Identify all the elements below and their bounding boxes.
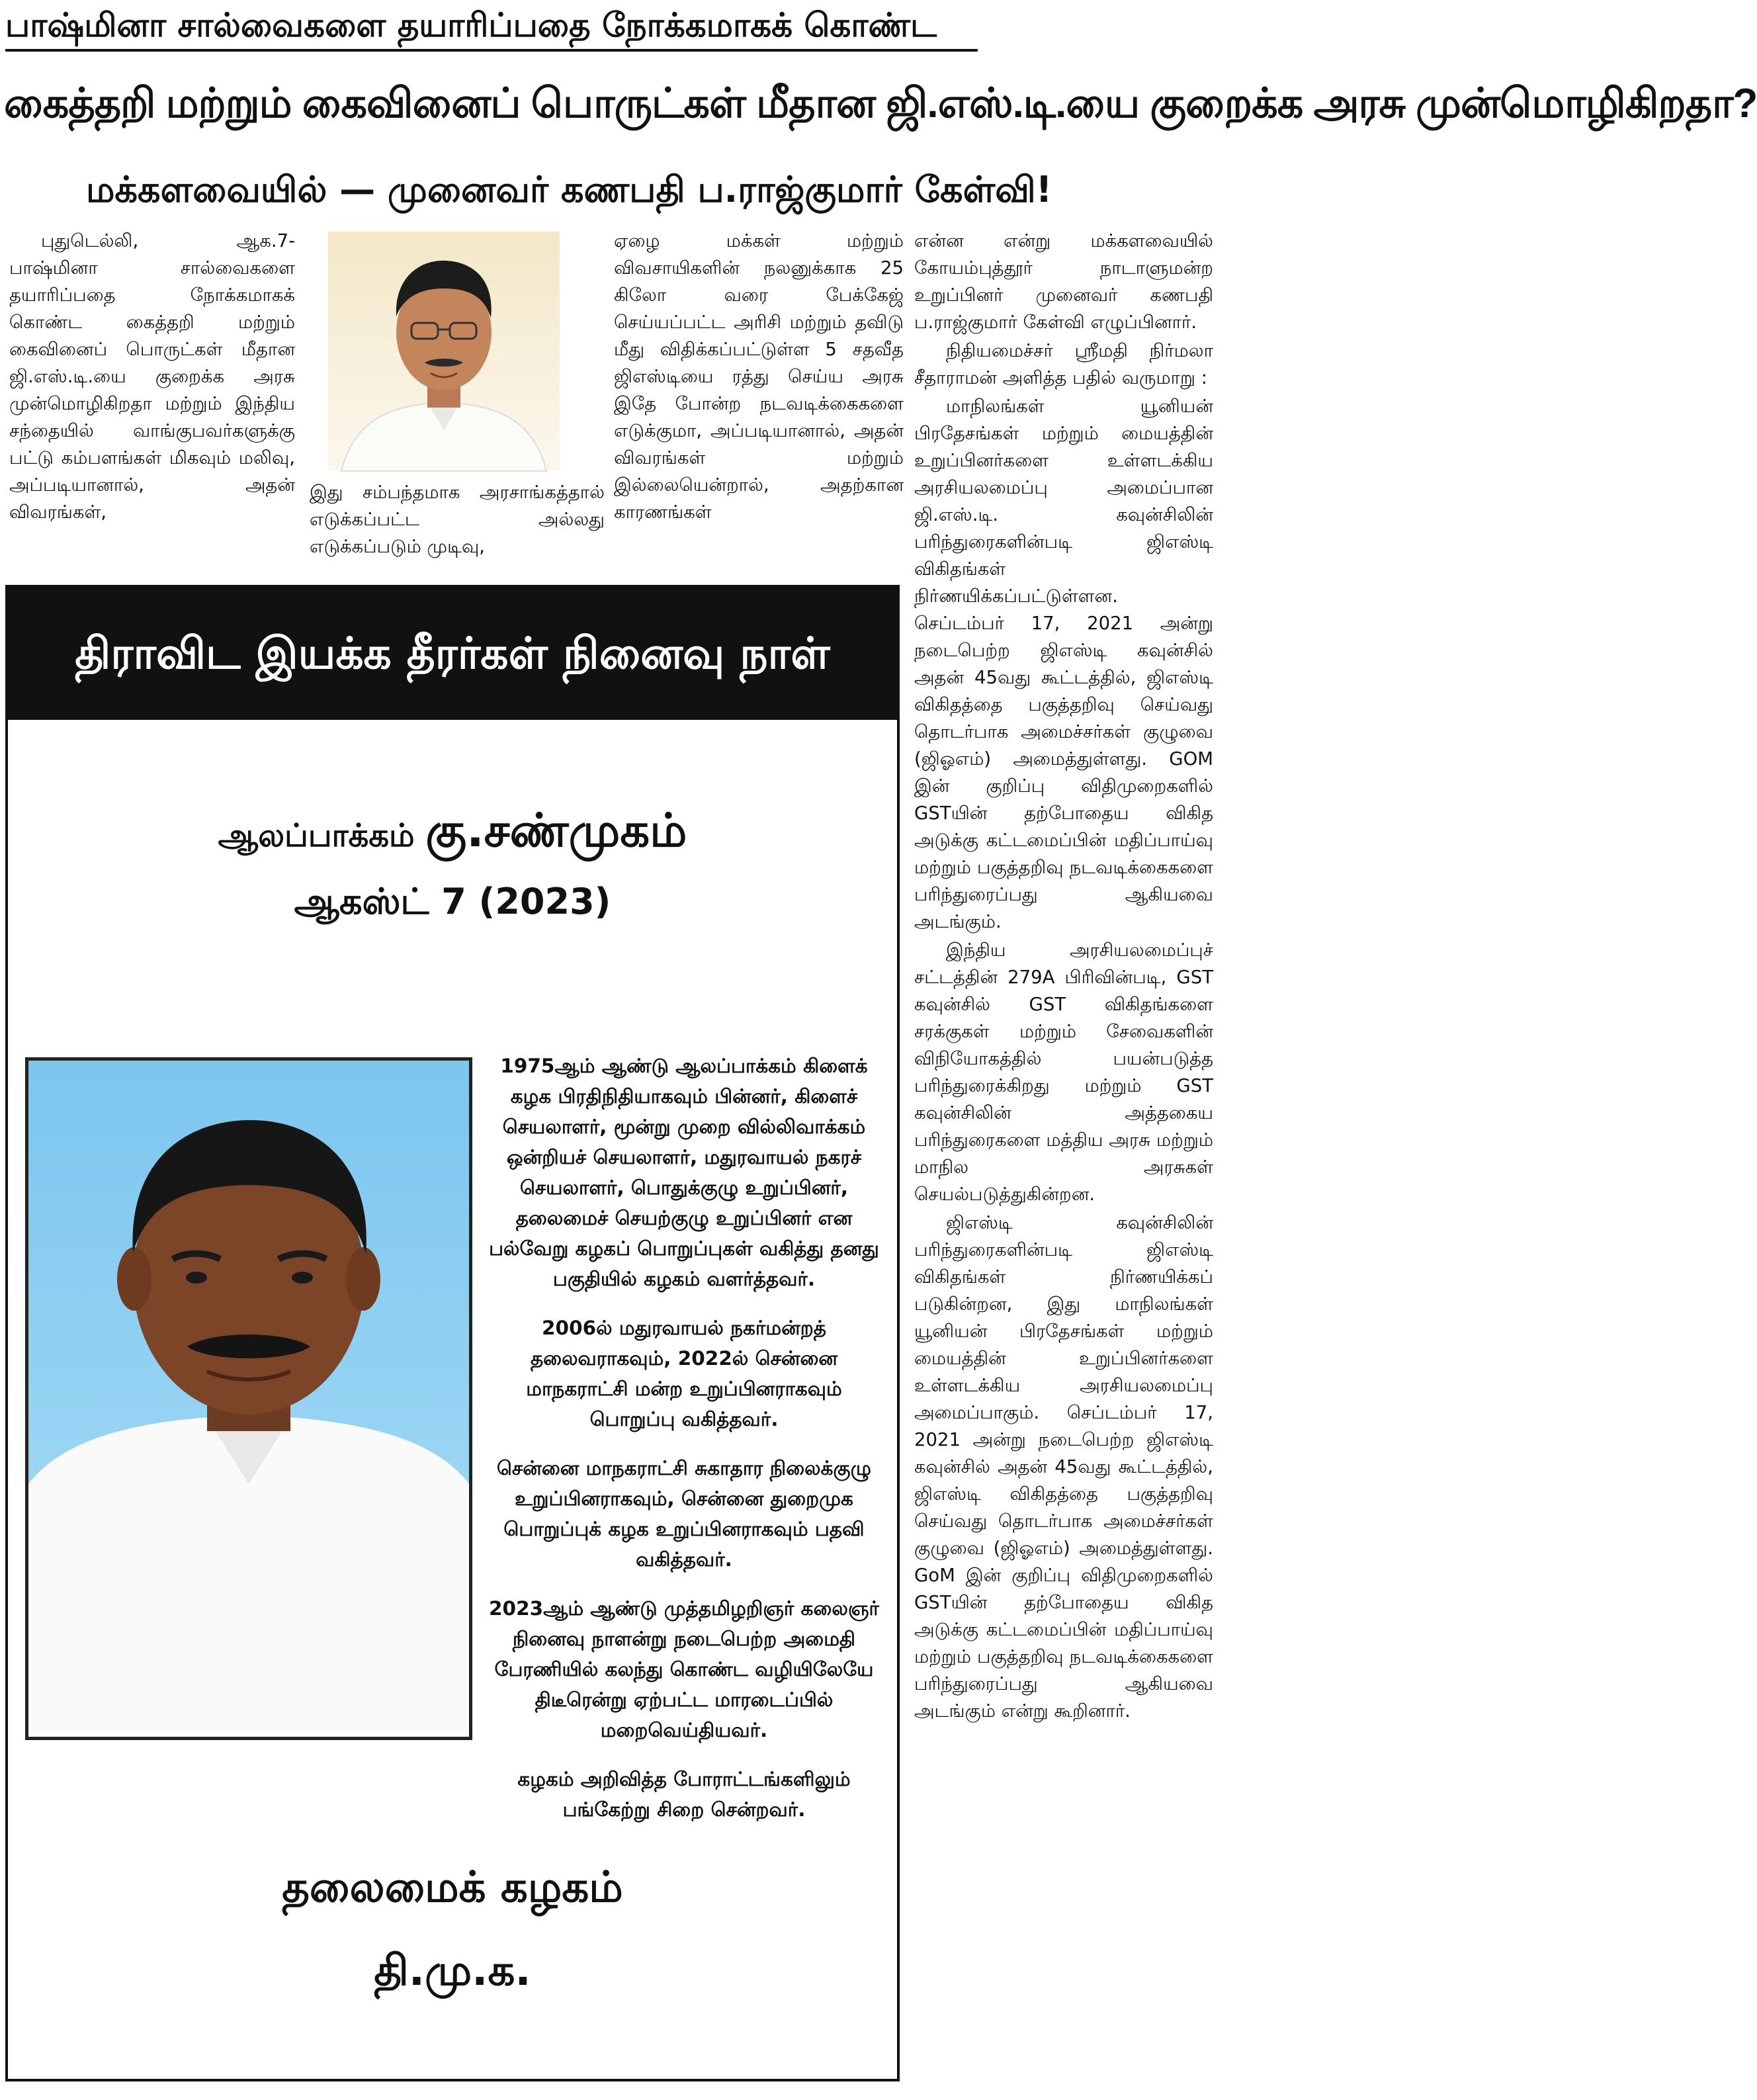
article-column-3 [614,228,904,572]
column-4-para-2: நிதியமைச்சர் ஸ்ரீமதி நிர்மலா சீதாராமன் அளித்த பதில் வருமாறு : [914,340,1213,388]
column-4-para-1: என்ன என்று மக்களவையில் கோயம்புத்தூர் நாடாளுமன்ற உறுப்பினர் முனைவர் கணபதி ப.ராஜ்குமார் கேள்வி எழுப்பினார். [914,230,1213,333]
column-1-text: புதுடெல்லி, ஆக.7- பாஷ்மினா சால்வைகளை தயாரிப்பதை நோக்கமாகக் கொண்ட கைத்தறி மற்றும் கைவினைப் பொருட்கள் மீதான ஜி.எஸ்.டி.யை குறைக்க அரசு முன்மொழிகிறதா மற்றும் இந்திய சந்தையில் வாங்குபவர்களுக்கு பட்டு கம்பளங்கள் மிகவும் மலிவு, அப்படியானால், அதன் விவரங்கள், [9,230,295,523]
photo-caption-text: இது சம்பந்தமாக அரசாங்கத்தால் எடுக்கப்பட்ட அல்லது எடுக்கப்படும் முடிவு, [310,482,605,557]
memorial-name-line [34,794,871,867]
memorial-name: கு.சண்முகம் [425,803,687,857]
bio-para-2: 2006ல் மதுரவாயல் நகர்மன்றத் தலைவராகவும், 2022ல் சென்னை மாநகராட்சி மன்ற உறுப்பினராகவும் பொறுப்பு வகித்தவர். [526,1317,842,1430]
article-column-1 [9,228,295,572]
article-column-4 [914,228,1213,2093]
article-kicker: பாஷ்மினா சால்வைகளை தயாரிப்பதை நோக்கமாகக் கொண்ட [5,4,978,52]
bio-para-1: 1975ஆம் ஆண்டு ஆலப்பாக்கம் கிளைக் கழக பிரதிநிதியாகவும் பின்னர், கிளைச் செயலாளர், மூன்று முறை வில்லிவாக்கம் ஒன்றியச் செயலாளர், மதுரவாயல் நகரச் செயலாளர், பொதுக்குழு உறுப்பினர், தலைமைச் செயற்குழு உறுப்பினர் என பல்வேறு கழகப் பொறுப்புகள் வகித்து தனது பகுதியில் கழகம் வளர்த்தவர். [489,1055,879,1290]
bio-para-5: கழகம் அறிவித்த போராட்டங்களிலும் பங்கேற்று சிறை சென்றவர். [517,1768,851,1821]
memorial-portrait-photo [25,1057,472,1740]
memorial-signature-party: தி.மு.க. [374,1947,531,1995]
column-4-para-5: ஜிஎஸ்டி கவுன்சிலின் பரிந்துரைகளின்படி ஜிஎஸ்டி விகிதங்கள் நிர்ணயிக்கப் படுகின்றன, இது மாநிலங்கள் யூனியன் பிரதேசங்கள் மற்றும் மையத்தின் உறுப்பினர்களை உள்ளடக்கிய அரசியலமைப்பு அமைப்பாகும். செப்டம்பர் 17, 2021 அன்று நடைபெற்ற ஜிஎஸ்டி கவுன்சில் அதன் 45வது கூட்டத்தில், ஜிஎஸ்டி விகிதத்தை பகுத்தறிவு செய்வது தொடர்பாக அமைச்சர்கள் குழுவை (ஜிஓஎம்) அமைத்துள்ளது. GoM இன் குறிப்பு விதிமுறைகளில் GSTயின் தற்போதைய விகித அடுக்கு கட்டமைப்பின் மதிப்பாய்வு மற்றும் பகுத்தறிவு நடவடிக்கைகளை பரிந்துரைப்பது ஆகியவை அடங்கும் என்று கூறினார். [914,1212,1213,1722]
photo-caption [310,479,605,572]
column-3-text: ஏழை மக்கள் மற்றும் விவசாயிகளின் நலனுக்காக 25 கிலோ வரை பேக்கேஜ் செய்யப்பட்ட அரிசி மற்றும் தவிடு மீது விதிக்கப்பட்டுள்ள 5 சதவீத ஜிஎஸ்டியை ரத்து செய்ய அரசு இதே போன்ற நடவடிக்கைகளை எடுக்குமா, அப்படியானால், அதன் விவரங்கள் மற்றும் இல்லையென்றால், அதற்கான காரணங்கள் [614,230,904,523]
memorial-banner: திராவிட இயக்க தீரர்கள் நினைவு நாள் [8,588,897,720]
bio-para-3: சென்னை மாநகராட்சி சுகாதார நிலைக்குழு உறுப்பினராகவும், சென்னை துறைமுக பொறுப்புக் கழக உறுப்பினராகவும் பதவி வகித்தவர். [496,1457,872,1571]
memorial-advertisement [5,585,900,2081]
column-4-para-3: மாநிலங்கள் யூனியன் பிரதேசங்கள் மற்றும் மையத்தின் உறுப்பினர்களை உள்ளடக்கிய அரசியலமைப்பு அமைப்பான ஜி.எஸ்.டி. கவுன்சிலின் பரிந்துரைகளின்படி ஜிஎஸ்டி விகிதங்கள் நிர்ணயிக்கப்பட்டுள்ளன. செப்டம்பர் 17, 2021 அன்று நடைபெற்ற ஜிஎஸ்டி கவுன்சில் அதன் 45வது கூட்டத்தில், ஜிஎஸ்டி விகிதத்தை பகுத்தறிவு செய்வது தொடர்பாக அமைச்சர்கள் குழுவை (ஜிஓஎம்) அமைத்துள்ளது. GOM இன் குறிப்பு விதிமுறைகளில் GSTயின் தற்போதைய விகித அடுக்கு கட்டமைப்பின் மதிப்பாய்வு மற்றும் பகுத்தறிவு நடவடிக்கைகளை பரிந்துரைப்பது ஆகியவை அடங்கும். [914,396,1213,932]
memorial-biography [486,1051,882,1884]
memorial-signature-org: தலைமைக் கழகம் [282,1863,623,1912]
bio-para-4: 2023ஆம் ஆண்டு முத்தமிழறிஞர் கலைஞர் நினைவு நாளன்று நடைபெற்ற அமைதி பேரணியில் கலந்து கொண்ட வழியிலேயே திடீரென்று ஏற்பட்ட மாரடைப்பில் மறைவெய்தியவர். [489,1597,879,1741]
article-subhead: மக்களவையில் — முனைவர் கணபதி ப.ராஜ்குமார் கேள்வி! [86,169,1052,210]
portrait-photo-rajkumar [328,232,560,471]
memorial-place: ஆலப்பாக்கம் [218,817,415,854]
article-headline: கைத்தறி மற்றும் கைவினைப் பொருட்கள் மீதான ஜி.எஸ்.டி.யை குறைக்க அரசு முன்மொழிகிறதா? [4,81,1757,126]
memorial-date: ஆகஸ்ட் 7 (2023) [294,881,611,922]
column-4-para-4: இந்திய அரசியலமைப்புச் சட்டத்தின் 279A பிரிவின்படி, GST கவுன்சில் GST விகிதங்களை சரக்குகள் மற்றும் சேவைகளின் விநியோகத்தில் பயன்படுத்த பரிந்துரைக்கிறது மற்றும் GST கவுன்சிலின் அத்தகைய பரிந்துரைகளை மத்திய அரசு மற்றும் மாநில அரசுகள் செயல்படுத்துகின்றன. [914,940,1213,1205]
